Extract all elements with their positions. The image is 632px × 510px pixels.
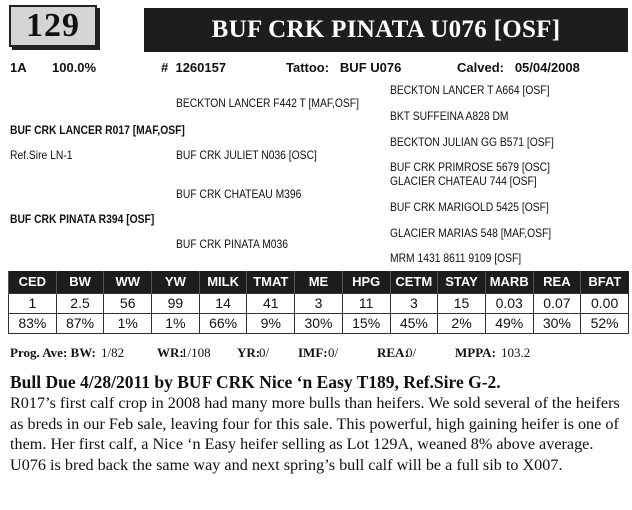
pedigree-ggp: GLACIER MARIAS 548 [MAF,OSF] — [390, 226, 552, 240]
reg-number: # 1260157 — [161, 60, 227, 75]
epd-header: BW — [56, 271, 104, 293]
pedigree-ggp: BUF CRK MARIGOLD 5425 [OSF] — [390, 200, 549, 214]
epd-percentile: 52% — [581, 313, 629, 333]
epd-value: 3 — [295, 293, 343, 313]
epd-percentile: 30% — [533, 313, 581, 333]
progeny-bw-label: Prog. Ave: BW: — [10, 345, 96, 360]
progeny-wr: 1/108 — [181, 345, 211, 360]
progeny-imf-label: IMF: — [298, 345, 328, 360]
pedigree-sire-dam: BUF CRK JULIET N036 [OSC] — [176, 148, 317, 162]
epd-header: CETM — [390, 271, 438, 293]
epd-header: REA — [533, 271, 581, 293]
epd-percentile: 66% — [199, 313, 247, 333]
epd-percentile: 1% — [152, 313, 200, 333]
epd-value: 1 — [9, 293, 57, 313]
epd-header: ME — [295, 271, 343, 293]
epd-header: BFAT — [581, 271, 629, 293]
epd-percentile: 30% — [295, 313, 343, 333]
pedigree-sire: BUF CRK LANCER R017 [MAF,OSF] — [10, 123, 185, 137]
epd-header: MILK — [199, 271, 247, 293]
progeny-bw: 1/82 — [101, 345, 125, 360]
breeding-headline: Bull Due 4/28/2011 by BUF CRK Nice ‘n Easy T189, Ref.Sire G-2. — [10, 372, 501, 392]
epd-header: CED — [9, 271, 57, 293]
epd-percentile: 9% — [247, 313, 295, 333]
epd-percentile: 49% — [485, 313, 533, 333]
epd-value: 99 — [152, 293, 200, 313]
epd-header: TMAT — [247, 271, 295, 293]
pedigree-ggp: BUF CRK PRIMROSE 5679 [OSC] — [390, 160, 551, 174]
epd-header: YW — [152, 271, 200, 293]
epd-header-row — [9, 271, 629, 293]
epd-header: WW — [104, 271, 152, 293]
calved-date: Calved: 05/04/2008 — [457, 60, 580, 75]
epd-percentile: 45% — [390, 313, 438, 333]
epd-value: 15 — [438, 293, 486, 313]
epd-percentile: 1% — [104, 313, 152, 333]
progeny-imf: 0/ — [328, 345, 339, 360]
epd-value: 14 — [199, 293, 247, 313]
epd-value: 56 — [104, 293, 152, 313]
pedigree-ref-sire: Ref.Sire LN-1 — [10, 148, 73, 162]
epd-value-row — [9, 293, 629, 313]
epd-value: 0.00 — [581, 293, 629, 313]
pedigree-dam-sire: BUF CRK CHATEAU M396 — [176, 187, 302, 201]
epd-value: 2.5 — [56, 293, 104, 313]
epd-header: STAY — [438, 271, 486, 293]
epd-value: 41 — [247, 293, 295, 313]
progeny-yr: 0/ — [259, 345, 270, 360]
epd-value: 3 — [390, 293, 438, 313]
progeny-mppa: 103.2 — [501, 345, 531, 360]
progeny-rea: 0/ — [406, 345, 417, 360]
pedigree-dam-dam: BUF CRK PINATA M036 — [176, 237, 289, 251]
pedigree-ggp: MRM 1431 8611 9109 [OSF] — [390, 251, 522, 265]
epd-value: 0.03 — [485, 293, 533, 313]
pedigree-ggp: BKT SUFFEINA A828 DM — [390, 109, 509, 123]
lot-description: R017’s first calf crop in 2008 had many more bulls than heifers. We sold several of the heifers as breds in our Feb sale, leaving four for this sale. This powerful, high gaining heifer is one of them. Her first calf, a Nice ‘n Easy heifer selling as Lot 129A, weaned 8% above average. U076 is bred back the same way and next spring’s bull calf will be a full sib to X007. — [10, 394, 620, 474]
epd-percentile: 2% — [438, 313, 486, 333]
sort-code: 1A — [10, 60, 27, 75]
pedigree-dam: BUF CRK PINATA R394 [OSF] — [10, 212, 155, 226]
progeny-rea-label: REA: — [377, 345, 409, 360]
animal-name: BUF CRK PINATA U076 [OSF] — [144, 8, 628, 52]
percent: 100.0% — [52, 60, 97, 75]
epd-value: 11 — [342, 293, 390, 313]
epd-percentile: 15% — [342, 313, 390, 333]
progeny-mppa-label: MPPA: — [455, 345, 496, 360]
epd-table — [8, 271, 629, 334]
epd-percentile-row — [9, 313, 629, 333]
epd-header: HPG — [342, 271, 390, 293]
epd-percentile: 83% — [9, 313, 57, 333]
epd-header: MARB — [485, 271, 533, 293]
progeny-wr-label: WR: — [157, 345, 184, 360]
progeny-yr-label: YR: — [237, 345, 261, 360]
epd-percentile: 87% — [56, 313, 104, 333]
pedigree-sire-sire: BECKTON LANCER F442 T [MAF,OSF] — [176, 96, 359, 110]
pedigree-ggp: BECKTON JULIAN GG B571 [OSF] — [390, 135, 554, 149]
lot-number: 129 — [9, 5, 97, 47]
tattoo: Tattoo: BUF U076 — [286, 60, 402, 75]
epd-value: 0.07 — [533, 293, 581, 313]
pedigree-ggp: BECKTON LANCER T A664 [OSF] — [390, 83, 550, 97]
pedigree-ggp: GLACIER CHATEAU 744 [OSF] — [390, 174, 537, 188]
